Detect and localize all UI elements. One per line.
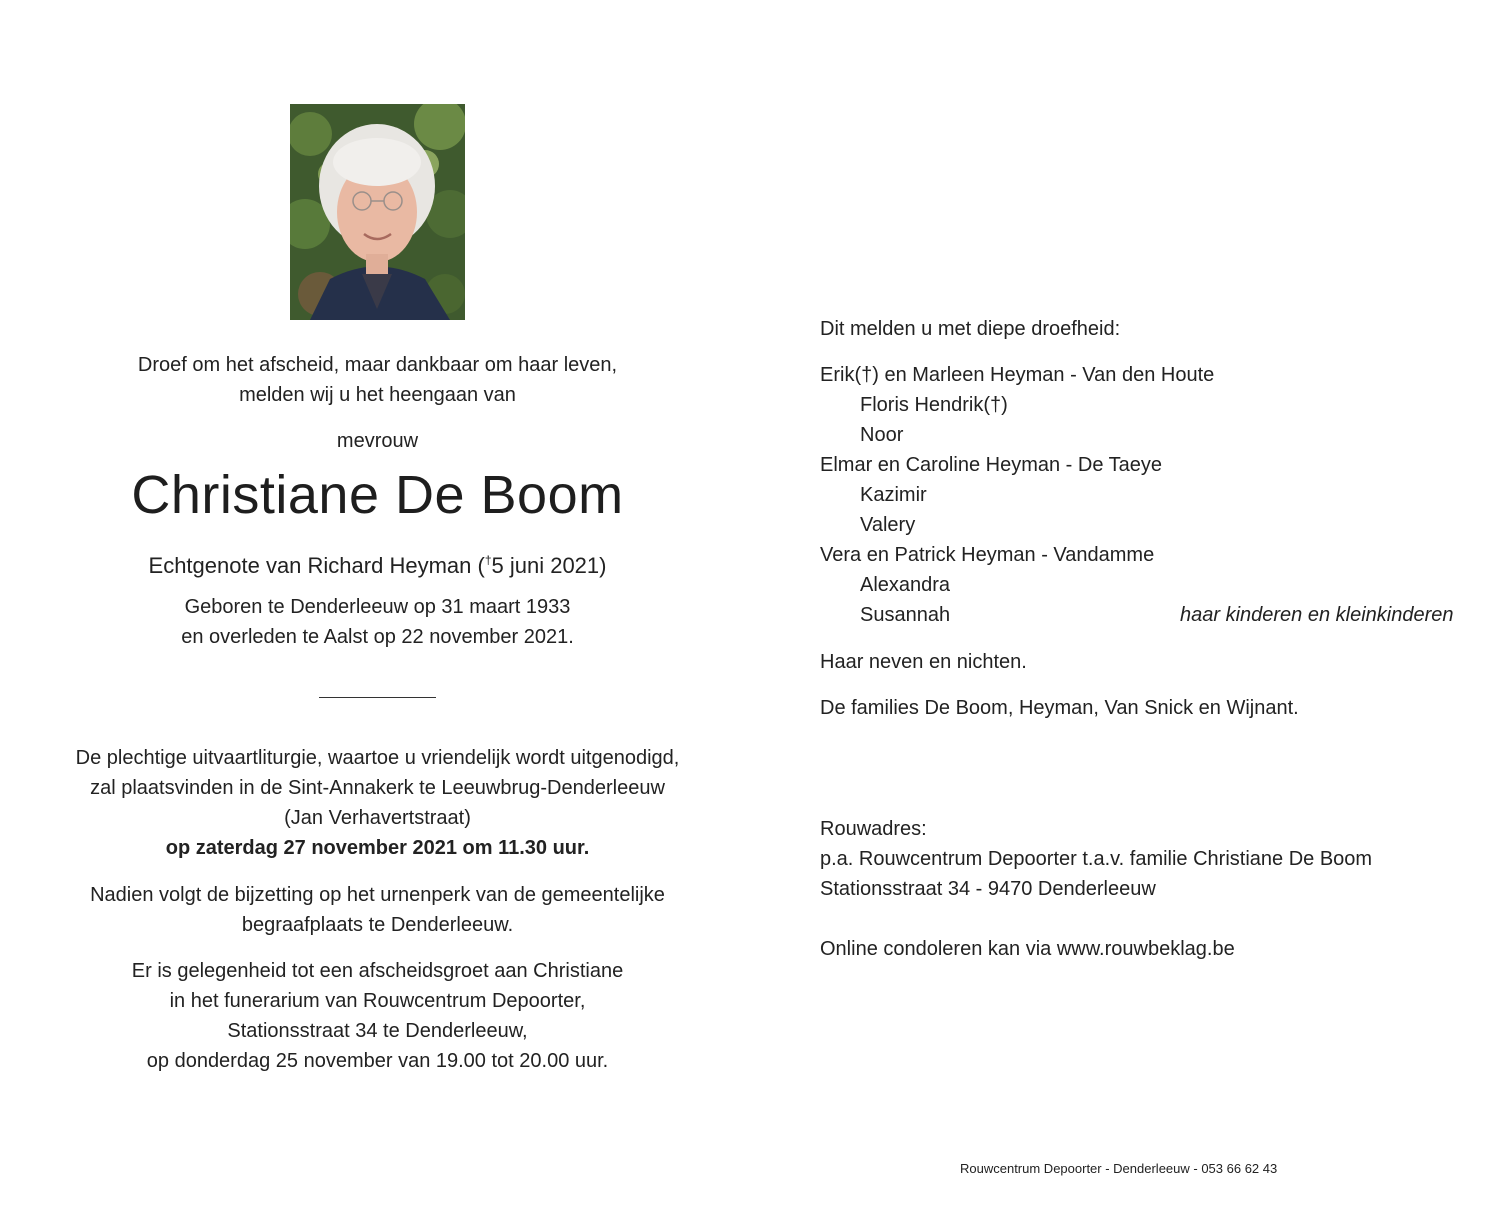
family-member: Elmar en Caroline Heyman - De Taeye [820,454,1163,476]
address-label: Rouwadres: [820,818,927,840]
visit-line-1: Er is gelegenheid tot een afscheidsgroet aan Christiane [131,960,624,982]
family-member: Vera en Patrick Heyman - Vandamme [820,544,1155,566]
family-member: Susannah [860,604,951,626]
family-member: Valery [860,514,916,536]
spouse-suffix: 5 juni 2021) [491,553,607,578]
online-condolence-line: Online condoleren kan via www.rouwbeklag.be [820,938,1235,960]
dagger-symbol: † [484,553,492,567]
footer-contact: Rouwcentrum Depoorter - Denderleeuw - 053 66 62 43 [960,1161,1278,1176]
cousins-line: Haar neven en nichten. [820,651,1027,673]
title: mevrouw [336,430,419,452]
divider-line [319,697,436,698]
intro-line-1: Droef om het afscheid, maar dankbaar om haar leven, [137,354,618,376]
funeral-line-1: De plechtige uitvaartliturgie, waartoe u vriendelijk wordt uitgenodigd, [75,747,680,769]
family-member: Alexandra [860,574,951,596]
family-member: Noor [860,424,904,446]
visit-line-2: in het funerarium van Rouwcentrum Depoorter, [169,990,586,1012]
birth-line: Geboren te Denderleeuw op 31 maart 1933 [184,596,571,618]
family-note: haar kinderen en kleinkinderen [1180,604,1454,626]
families-line: De families De Boom, Heyman, Van Snick en Wijnant. [820,697,1299,719]
intro-line-2: melden wij u het heengaan van [239,384,516,406]
deceased-name: Christiane De Boom [131,465,624,525]
address-line-1: p.a. Rouwcentrum Depoorter t.a.v. familie Christiane De Boom [820,848,1373,870]
address-line-2: Stationsstraat 34 - 9470 Denderleeuw [820,878,1156,900]
spouse-line [30,545,725,581]
visit-line-4: op donderdag 25 november van 19.00 tot 20.00 uur. [146,1050,609,1072]
burial-line-2: begraafplaats te Denderleeuw. [241,914,514,936]
family-member: Kazimir [860,484,927,506]
funeral-date: op zaterdag 27 november 2021 om 11.30 uur. [165,837,590,859]
spouse-prefix: Echtgenote van Richard Heyman ( [148,553,485,578]
portrait-photo [290,104,465,320]
announce-line: Dit melden u met diepe droefheid: [820,318,1121,340]
family-member: Floris Hendrik(†) [860,394,1008,416]
funeral-line-2: zal plaatsvinden in de Sint-Annakerk te Leeuwbrug-Denderleeuw [90,777,665,799]
burial-line-1: Nadien volgt de bijzetting op het urnenperk van de gemeentelijke [90,884,665,906]
funeral-line-3: (Jan Verhavertstraat) [284,807,471,829]
death-line: en overleden te Aalst op 22 november 2021. [181,626,574,648]
visit-line-3: Stationsstraat 34 te Denderleeuw, [227,1020,528,1042]
family-member: Erik(†) en Marleen Heyman - Van den Houte [820,364,1215,386]
